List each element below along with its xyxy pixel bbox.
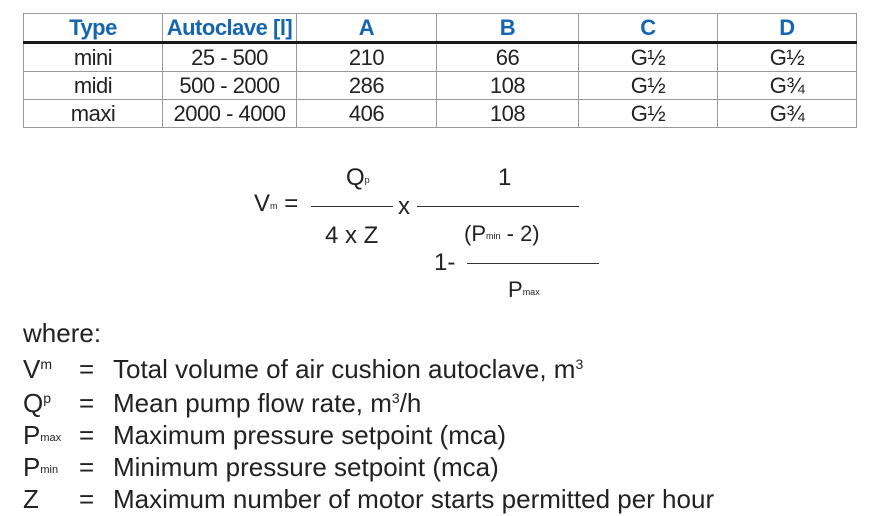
fraction-bar-inner xyxy=(467,263,599,264)
table-row xyxy=(24,100,857,128)
header-type: Type xyxy=(24,14,163,43)
legend-equals: = xyxy=(79,452,95,482)
cell-type: maxi xyxy=(24,100,163,128)
cell-b: 108 xyxy=(437,100,579,128)
cell-autoclave: 25 - 500 xyxy=(163,43,297,72)
header-a: A xyxy=(297,14,437,43)
legend-symbol xyxy=(23,452,58,483)
cell-d: G¾ xyxy=(718,100,857,128)
legend-where: where: xyxy=(23,318,102,348)
cell-autoclave: 500 - 2000 xyxy=(163,72,297,100)
legend-description: Maximum number of motor starts permitted per hour xyxy=(113,484,715,514)
header-autoclave: Autoclave [l] xyxy=(163,14,297,43)
cell-autoclave: 2000 - 4000 xyxy=(163,100,297,128)
fraction-bar-right xyxy=(417,206,579,207)
legend-symbol-sub: p xyxy=(43,390,52,406)
legend-symbol: Z xyxy=(23,484,39,514)
legend-description xyxy=(113,388,421,419)
formula-denominator-left: 4 x Z xyxy=(325,222,379,249)
cell-b: 66 xyxy=(437,43,579,72)
cell-a: 406 xyxy=(297,100,437,128)
formula-pmin-close: - 2) xyxy=(500,221,540,246)
legend-description: Minimum pressure setpoint (mca) xyxy=(113,452,499,482)
legend-equals: = xyxy=(79,388,95,418)
cell-type: mini xyxy=(24,43,163,72)
formula-lhs xyxy=(254,190,298,218)
cell-d: G¾ xyxy=(718,72,857,100)
legend-desc-tail: /h xyxy=(399,388,422,418)
legend-equals: = xyxy=(79,354,95,384)
formula-v: V xyxy=(254,190,271,217)
legend-symbol xyxy=(23,420,61,451)
fraction-bar-left xyxy=(311,206,393,207)
legend-desc-sup: 3 xyxy=(575,356,584,372)
legend-symbol-letter: P xyxy=(23,452,41,482)
formula-pmax-term xyxy=(508,277,540,303)
formula-pmin-sub: min xyxy=(486,231,501,241)
cell-b: 108 xyxy=(437,72,579,100)
legend-desc-sup: 3 xyxy=(391,390,400,406)
header-d: D xyxy=(718,14,857,43)
cell-a: 210 xyxy=(297,43,437,72)
cell-type: midi xyxy=(24,72,163,100)
table-row xyxy=(24,72,857,100)
legend-symbol-sub: m xyxy=(40,356,53,372)
table-header-row xyxy=(24,14,857,43)
legend-symbol xyxy=(23,354,52,385)
formula-q-letter: Q xyxy=(346,164,365,191)
cell-a: 286 xyxy=(297,72,437,100)
formula-times: x xyxy=(398,193,410,220)
formula-equals: = xyxy=(284,190,299,217)
formula-one-minus: 1- xyxy=(434,249,456,276)
legend-desc-text: Mean pump flow rate, m xyxy=(113,388,392,418)
legend-symbol-sub: max xyxy=(40,432,62,444)
formula-q xyxy=(346,164,370,192)
cell-c: G½ xyxy=(579,100,718,128)
legend-symbol-letter: Q xyxy=(23,388,44,418)
formula-pmax-sub: max xyxy=(522,287,540,297)
formula-q-sub: p xyxy=(364,175,370,185)
legend-equals: = xyxy=(79,420,95,450)
legend-description xyxy=(113,354,583,385)
formula-pmax-letter: P xyxy=(508,277,523,302)
legend-description: Maximum pressure setpoint (mca) xyxy=(113,420,506,450)
cell-c: G½ xyxy=(579,72,718,100)
cell-c: G½ xyxy=(579,43,718,72)
legend-symbol-letter: P xyxy=(23,420,41,450)
header-c: C xyxy=(579,14,718,43)
formula-pmin-open: (P xyxy=(464,221,486,246)
dimensions-table xyxy=(23,13,857,128)
legend-symbol xyxy=(23,388,51,419)
formula-v-sub: m xyxy=(270,201,278,211)
legend-desc-text: Total volume of air cushion autoclave, m xyxy=(113,354,576,384)
legend-symbol-letter: V xyxy=(23,354,41,384)
table-row xyxy=(24,43,857,72)
cell-d: G½ xyxy=(718,43,857,72)
legend-equals: = xyxy=(79,484,95,514)
formula-one: 1 xyxy=(498,164,512,191)
header-b: B xyxy=(437,14,579,43)
legend-symbol-sub: min xyxy=(40,464,59,476)
formula-pmin-term xyxy=(464,221,540,247)
